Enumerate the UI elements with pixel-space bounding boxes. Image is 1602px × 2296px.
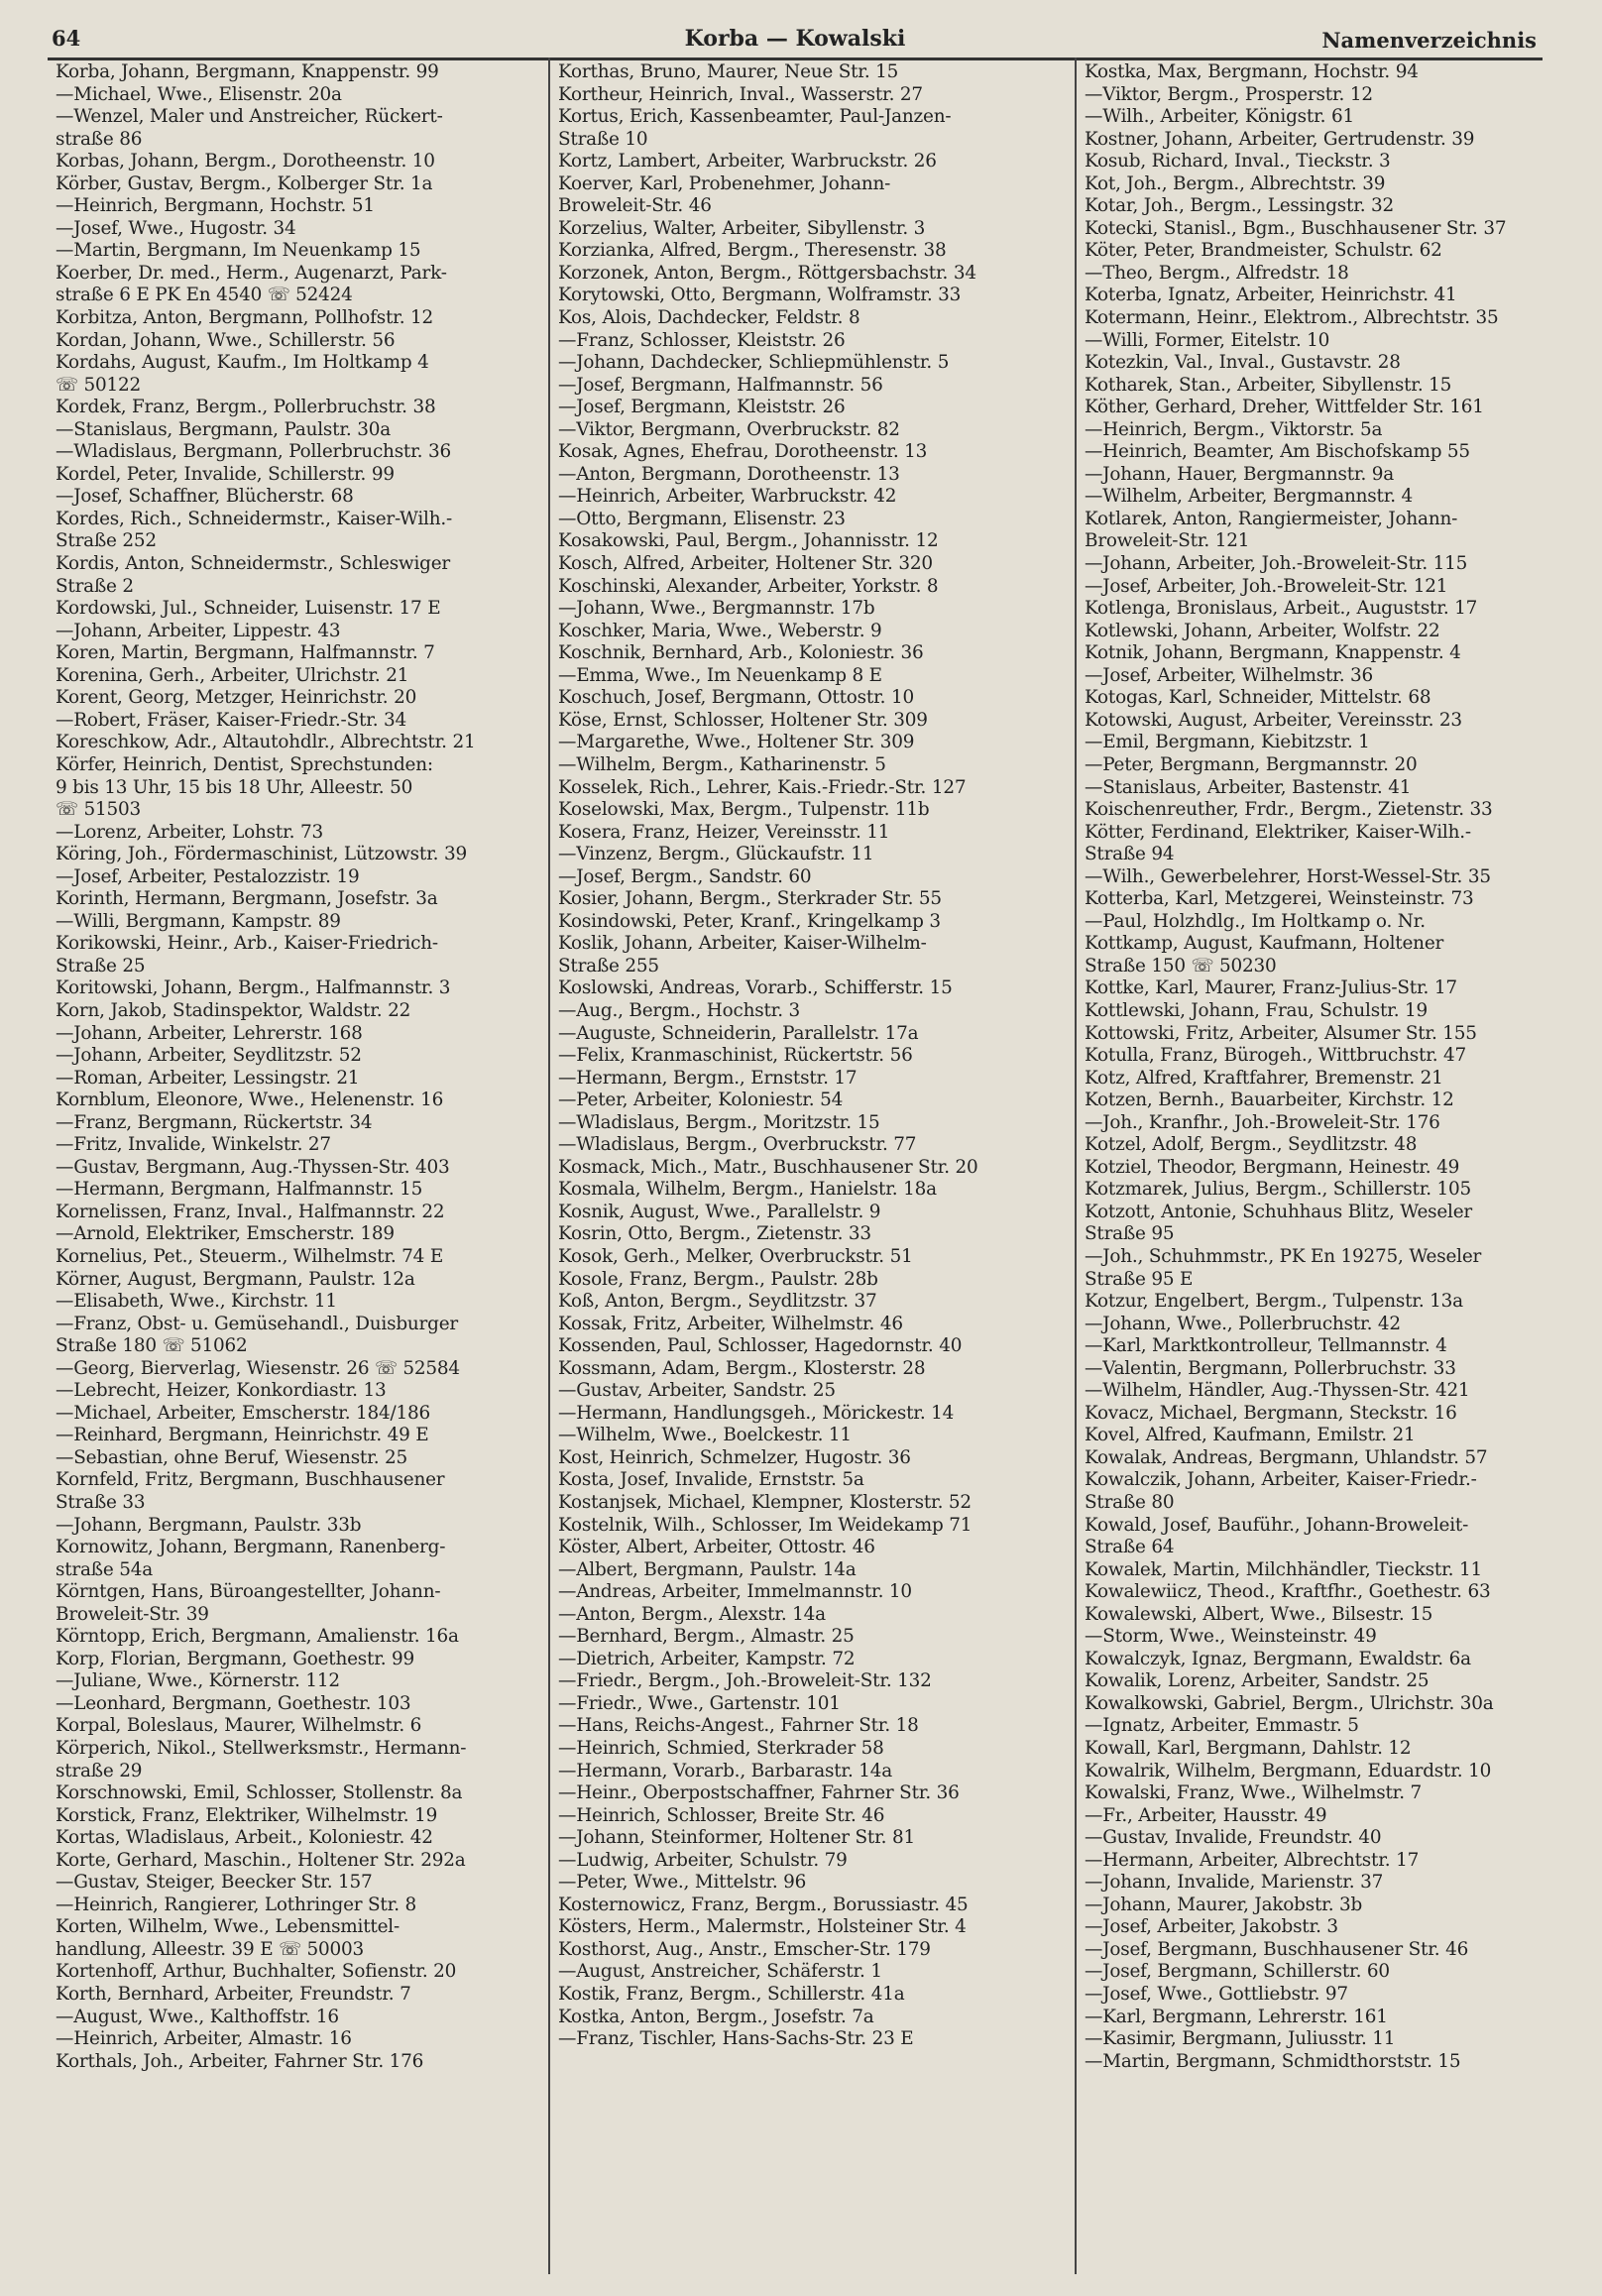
directory-entry-line: —Wilhelm, Arbeiter, Bergmannstr. 4	[1085, 486, 1414, 508]
directory-entry-line: Kostka, Max, Bergmann, Hochstr. 94	[1085, 61, 1419, 82]
directory-entry-line: —Georg, Bierverlag, Wiesenstr. 26 ☏ 52584	[56, 1357, 460, 1379]
directory-entry-line: Kordahs, August, Kaufm., Im Holtkamp 4	[56, 352, 429, 374]
directory-entry-line: Kostik, Franz, Bergm., Schillerstr. 41a	[558, 1984, 905, 2006]
directory-entry-line: —Aug., Bergm., Hochstr. 3	[558, 999, 801, 1021]
directory-entry-line: Kostner, Johann, Arbeiter, Gertrudenstr. 39	[1085, 128, 1475, 150]
directory-entry-line: —Gustav, Bergmann, Aug.-Thyssen-Str. 403	[56, 1156, 450, 1178]
directory-entry-line: —Josef, Bergmann, Schillerstr. 60	[1085, 1961, 1390, 1983]
directory-entry-line: —Wilhelm, Händler, Aug.-Thyssen-Str. 421	[1085, 1380, 1470, 1402]
directory-entry-line: Kornblum, Eleonore, Wwe., Helenenstr. 16	[56, 1090, 444, 1111]
directory-entry-line: Kortas, Wladislaus, Arbeit., Koloniestr. 42	[56, 1827, 433, 1849]
directory-entry-line: Koischenreuther, Frdr., Bergm., Zietenstr. 33	[1085, 799, 1493, 821]
directory-entry-line: Korzelius, Walter, Arbeiter, Sibyllenstr. 3	[558, 217, 926, 239]
directory-entry-line: Kowalewski, Albert, Wwe., Bilsestr. 15	[1085, 1603, 1433, 1625]
directory-entry-line: —Roman, Arbeiter, Lessingstr. 21	[56, 1067, 360, 1089]
directory-entry-line: Korenina, Gerh., Arbeiter, Ulrichstr. 21	[56, 664, 409, 686]
directory-entry-line: Kotar, Joh., Bergm., Lessingstr. 32	[1085, 195, 1395, 217]
directory-entry-line: —Johann, Maurer, Jakobstr. 3b	[1085, 1894, 1363, 1915]
directory-entry-line: Straße 64	[1085, 1537, 1175, 1558]
directory-entry-line: —Wladislaus, Bergmann, Pollerbruchstr. 36	[56, 441, 451, 463]
directory-entry-line: Kostanjsek, Michael, Klempner, Klosterstr. 52	[558, 1492, 972, 1513]
directory-entry-line: —Johann, Arbeiter, Seydlitzstr. 52	[56, 1045, 362, 1067]
directory-entry-line: —Joh., Schuhmmstr., PK En 19275, Weseler	[1085, 1245, 1482, 1267]
directory-entry-line: Kosindowski, Peter, Kranf., Kringelkamp 3	[558, 910, 941, 932]
directory-entry-line: Straße 252	[56, 530, 157, 552]
directory-entry-line: —Sebastian, ohne Beruf, Wiesenstr. 25	[56, 1446, 407, 1468]
directory-entry-line: Kosier, Johann, Bergm., Sterkrader Str. 55	[558, 888, 942, 910]
directory-entry-line: Kornfeld, Fritz, Bergmann, Buschhausener	[56, 1469, 445, 1491]
directory-entry-line: Kotz, Alfred, Kraftfahrer, Bremenstr. 21	[1085, 1067, 1443, 1089]
directory-entry-line: —Ludwig, Arbeiter, Schulstr. 79	[558, 1849, 848, 1871]
directory-entry-line: Koschker, Maria, Wwe., Weberstr. 9	[558, 620, 882, 641]
directory-entry-line: Kottke, Karl, Maurer, Franz-Julius-Str. 17	[1085, 977, 1457, 999]
directory-entry-line: —Hermann, Arbeiter, Albrechtstr. 17	[1085, 1849, 1420, 1871]
directory-entry-line: Köter, Peter, Brandmeister, Schulstr. 62	[1085, 240, 1442, 262]
page-number: 64	[52, 26, 81, 51]
directory-entry-line: —Robert, Fräser, Kaiser-Friedr.-Str. 34	[56, 709, 407, 731]
directory-entry-line: —Storm, Wwe., Weinsteinstr. 49	[1085, 1626, 1377, 1648]
directory-entry-line: Kotharek, Stan., Arbeiter, Sibyllenstr. 15	[1085, 374, 1452, 396]
page-header	[48, 20, 1543, 60]
directory-entry-line: Kot, Joh., Bergm., Albrechtstr. 39	[1085, 172, 1386, 194]
directory-entry-line: —Josef, Arbeiter, Jakobstr. 3	[1085, 1916, 1338, 1938]
directory-entry-line: Kossenden, Paul, Schlosser, Hagedornstr. 40	[558, 1335, 963, 1357]
directory-entry-line: —Friedr., Bergm., Joh.-Broweleit-Str. 132	[558, 1670, 932, 1692]
directory-entry-line: —Wilhelm, Wwe., Boelckestr. 11	[558, 1425, 852, 1446]
directory-entry-line: —Paul, Holzhdlg., Im Holtkamp o. Nr.	[1085, 910, 1426, 932]
directory-entry-line: —Johann, Bergmann, Paulstr. 33b	[56, 1514, 362, 1536]
directory-entry-line: Kowalek, Martin, Milchhändler, Tieckstr. 11	[1085, 1558, 1482, 1580]
directory-entry-line: Kotzur, Engelbert, Bergm., Tulpenstr. 13a	[1085, 1291, 1463, 1313]
directory-entry-line: Kossak, Fritz, Arbeiter, Wilhelmstr. 46	[558, 1313, 903, 1334]
directory-entry-line: —Josef, Wwe., Hugostr. 34	[56, 217, 296, 239]
directory-entry-line: Korthals, Joh., Arbeiter, Fahrner Str. 176	[56, 2050, 424, 2072]
directory-entry-line: Korent, Georg, Metzger, Heinrichstr. 20	[56, 687, 417, 709]
directory-entry-line: —Heinrich, Bergm., Viktorstr. 5a	[1085, 418, 1383, 440]
directory-entry-line: straße 86	[56, 128, 143, 150]
directory-entry-line: Koslik, Johann, Arbeiter, Kaiser-Wilhelm-	[558, 933, 927, 955]
directory-entry-line: —Friedr., Wwe., Gartenstr. 101	[558, 1692, 841, 1714]
directory-entry-line: —Anton, Bergmann, Dorotheenstr. 13	[558, 463, 900, 485]
directory-entry-line: —Lebrecht, Heizer, Konkordiastr. 13	[56, 1380, 387, 1402]
directory-entry-line: —Wilhelm, Bergm., Katharinenstr. 5	[558, 753, 886, 775]
directory-entry-line: Kortus, Erich, Kassenbeamter, Paul-Janzen-	[558, 106, 952, 128]
directory-entry-line: —Johann, Wwe., Bergmannstr. 17b	[558, 598, 875, 620]
directory-entry-line: Kosternowicz, Franz, Bergm., Borussiastr. 45	[558, 1894, 969, 1915]
directory-entry-line: —Leonhard, Bergmann, Goethestr. 103	[56, 1692, 411, 1714]
directory-entry-line: —Hermann, Handlungsgeh., Mörickestr. 14	[558, 1402, 955, 1424]
directory-entry-line: Kordek, Franz, Bergm., Pollerbruchstr. 38	[56, 397, 436, 418]
directory-entry-line: —Josef, Arbeiter, Joh.-Broweleit-Str. 121	[1085, 575, 1448, 597]
directory-entry-line: —Margarethe, Wwe., Holtener Str. 309	[558, 732, 915, 753]
directory-entry-line: Kordan, Johann, Wwe., Schillerstr. 56	[56, 329, 396, 351]
directory-entry-line: —Wilh., Gewerbelehrer, Horst-Wessel-Str. 35	[1085, 865, 1491, 887]
directory-entry-line: Korschnowski, Emil, Schlosser, Stollenstr. 8a	[56, 1782, 463, 1804]
directory-entry-line: Korba, Johann, Bergmann, Knappenstr. 99	[56, 61, 439, 82]
directory-entry-line: Korbas, Johann, Bergm., Dorotheenstr. 10	[56, 151, 435, 172]
directory-entry-line: Korinth, Hermann, Bergmann, Josefstr. 3a	[56, 888, 438, 910]
directory-entry-line: —Felix, Kranmaschinist, Rückertstr. 56	[558, 1045, 913, 1067]
directory-entry-line: Kovacz, Michael, Bergmann, Steckstr. 16	[1085, 1402, 1457, 1424]
directory-entry-line: Kordis, Anton, Schneidermstr., Schleswiger	[56, 553, 451, 575]
directory-entry-line: Körperich, Nikol., Stellwerksmstr., Hermann-	[56, 1738, 467, 1760]
directory-entry-line: straße 54a	[56, 1558, 153, 1580]
directory-entry-line: —Heinr., Oberpostschaffner, Fahrner Str. 36	[558, 1782, 960, 1804]
directory-entry-line: —Josef, Bergmann, Kleiststr. 26	[558, 397, 846, 418]
directory-entry-line: Kotlarek, Anton, Rangiermeister, Johann-	[1085, 508, 1458, 529]
directory-entry-line: —Josef, Bergm., Sandstr. 60	[558, 865, 812, 887]
directory-entry-line: Kowalski, Franz, Wwe., Wilhelmstr. 7	[1085, 1782, 1423, 1804]
directory-entry-line: Korth, Bernhard, Arbeiter, Freundstr. 7	[56, 1984, 411, 2006]
directory-entry-line: —Josef, Schaffner, Blücherstr. 68	[56, 486, 354, 508]
directory-entry-line: Korten, Wilhelm, Wwe., Lebensmittel-	[56, 1916, 400, 1938]
directory-entry-line: —Franz, Bergmann, Rückertstr. 34	[56, 1111, 373, 1133]
directory-entry-line: Körner, August, Bergmann, Paulstr. 12a	[56, 1268, 415, 1290]
directory-entry-line: Kowalik, Lorenz, Arbeiter, Sandstr. 25	[1085, 1670, 1430, 1692]
directory-entry-line: —Lorenz, Arbeiter, Lohstr. 73	[56, 821, 323, 843]
directory-entry-line: —Hermann, Bergm., Ernststr. 17	[558, 1067, 858, 1089]
directory-entry-line: —Viktor, Bergm., Prosperstr. 12	[1085, 83, 1373, 105]
directory-entry-line: Koselowski, Max, Bergm., Tulpenstr. 11b	[558, 799, 930, 821]
directory-entry-line: —August, Wwe., Kalthoffstr. 16	[56, 2006, 339, 2027]
directory-entry-line: Kotlewski, Johann, Arbeiter, Wolfstr. 22	[1085, 620, 1440, 641]
directory-entry-line: —Michael, Wwe., Elisenstr. 20a	[56, 83, 342, 105]
directory-entry-line: Kordel, Peter, Invalide, Schillerstr. 99	[56, 463, 395, 485]
directory-entry-line: —Stanislaus, Arbeiter, Bastenstr. 41	[1085, 776, 1412, 798]
directory-entry-line: Korikowski, Heinr., Arb., Kaiser-Friedrich-	[56, 933, 438, 955]
directory-entry-line: Straße 255	[558, 955, 659, 976]
directory-entry-line: Kowalak, Andreas, Bergmann, Uhlandstr. 57	[1085, 1446, 1488, 1468]
directory-entry-line: Köse, Ernst, Schlosser, Holtener Str. 309	[558, 709, 928, 731]
directory-entry-line: Korzianka, Alfred, Bergm., Theresenstr. 38	[558, 240, 947, 262]
directory-entry-line: —Josef, Arbeiter, Pestalozzistr. 19	[56, 865, 360, 887]
directory-entry-line: —Kasimir, Bergmann, Juliusstr. 11	[1085, 2028, 1396, 2050]
directory-entry-line: Körfer, Heinrich, Dentist, Sprechstunden:	[56, 753, 433, 775]
directory-entry-line: Körntopp, Erich, Bergmann, Amalienstr. 16a	[56, 1626, 459, 1648]
directory-entry-line: Kosok, Gerh., Melker, Overbruckstr. 51	[558, 1245, 913, 1267]
directory-entry-line: Kornelius, Pet., Steuerm., Wilhelmstr. 74 E	[56, 1245, 444, 1267]
directory-entry-line: Körber, Gustav, Bergm., Kolberger Str. 1a	[56, 172, 433, 194]
directory-entry-line: —Franz, Tischler, Hans-Sachs-Str. 23 E	[558, 2028, 914, 2050]
directory-entry-line: Kowalrik, Wilhelm, Bergmann, Eduardstr. 10	[1085, 1760, 1492, 1781]
directory-entry-line: —Elisabeth, Wwe., Kirchstr. 11	[56, 1291, 337, 1313]
directory-entry-line: Kosole, Franz, Bergm., Paulstr. 28b	[558, 1268, 878, 1290]
directory-entry-line: Kosrin, Otto, Bergm., Zietenstr. 33	[558, 1223, 871, 1245]
directory-entry-line: —Franz, Schlosser, Kleiststr. 26	[558, 329, 846, 351]
directory-entry-line: —Andreas, Arbeiter, Immelmannstr. 10	[558, 1581, 912, 1603]
directory-entry-line: —Wilh., Arbeiter, Königstr. 61	[1085, 106, 1354, 128]
directory-entry-line: —Theo, Bergm., Alfredstr. 18	[1085, 262, 1349, 284]
directory-entry-line: Kowalczyk, Ignaz, Bergmann, Ewaldstr. 6a	[1085, 1648, 1471, 1669]
directory-entry-line: —Martin, Bergmann, Im Neuenkamp 15	[56, 240, 421, 262]
directory-entry-line: Kordowski, Jul., Schneider, Luisenstr. 17 E	[56, 598, 441, 620]
directory-entry-line: —Viktor, Bergmann, Overbruckstr. 82	[558, 418, 900, 440]
directory-entry-line: Kovel, Alfred, Kaufmann, Emilstr. 21	[1085, 1425, 1416, 1446]
directory-entry-line: Kottowski, Fritz, Arbeiter, Alsumer Str. 155	[1085, 1022, 1477, 1044]
directory-entry-line: 9 bis 13 Uhr, 15 bis 18 Uhr, Alleestr. 50	[56, 776, 413, 798]
directory-entry-line: Kosnik, August, Wwe., Parallelstr. 9	[558, 1201, 881, 1222]
directory-entry-line: Kosthorst, Aug., Anstr., Emscher-Str. 179	[558, 1938, 931, 1960]
directory-entry-line: —Heinrich, Bergmann, Hochstr. 51	[56, 195, 375, 217]
directory-entry-line: —Johann, Invalide, Marienstr. 37	[1085, 1872, 1384, 1894]
directory-entry-line: —Otto, Bergmann, Elisenstr. 23	[558, 508, 846, 529]
directory-entry-line: —Vinzenz, Bergm., Glückaufstr. 11	[558, 844, 874, 865]
directory-entry-line: Kotecki, Stanisl., Bgm., Buschhausener Str. 37	[1085, 217, 1507, 239]
directory-entry-line: Kostelnik, Wilh., Schlosser, Im Weidekamp 71	[558, 1514, 973, 1536]
directory-entry-line: Kornowitz, Johann, Bergmann, Ranenberg-	[56, 1537, 446, 1558]
directory-entry-line: Kowalewiicz, Theod., Kraftfhr., Goethestr. 63	[1085, 1581, 1491, 1603]
directory-entry-line: Kötter, Ferdinand, Elektriker, Kaiser-Wilh.-	[1085, 821, 1471, 843]
directory-column-3	[1075, 57, 1546, 2274]
directory-entry-line: —Wladislaus, Bergm., Moritzstr. 15	[558, 1111, 880, 1133]
directory-entry-line: —Heinrich, Arbeiter, Warbruckstr. 42	[558, 486, 897, 508]
directory-column-1	[48, 57, 543, 2274]
directory-entry-line: Koschinski, Alexander, Arbeiter, Yorkstr. 8	[558, 575, 939, 597]
directory-entry-line: Korte, Gerhard, Maschin., Holtener Str. 292a	[56, 1849, 466, 1871]
directory-entry-line: —Johann, Arbeiter, Lehrerstr. 168	[56, 1022, 363, 1044]
directory-entry-line: —Fr., Arbeiter, Hausstr. 49	[1085, 1804, 1327, 1826]
directory-entry-line: —Michael, Arbeiter, Emscherstr. 184/186	[56, 1402, 431, 1424]
directory-entry-line: Broweleit-Str. 39	[56, 1603, 209, 1625]
directory-entry-line: Kotnik, Johann, Bergmann, Knappenstr. 4	[1085, 642, 1461, 664]
directory-entry-line: Kottlewski, Johann, Frau, Schulstr. 19	[1085, 999, 1429, 1021]
directory-entry-line: Kosmack, Mich., Matr., Buschhausener Str. 20	[558, 1156, 978, 1178]
directory-entry-line: Korpal, Boleslaus, Maurer, Wilhelmstr. 6	[56, 1715, 422, 1737]
directory-entry-line: Straße 95	[1085, 1223, 1175, 1245]
directory-entry-line: Koerver, Karl, Probenehmer, Johann-	[558, 172, 891, 194]
directory-entry-line: —Martin, Bergmann, Schmidthorststr. 15	[1085, 2050, 1461, 2072]
directory-entry-line: Koritowski, Johann, Bergm., Halfmannstr. 3	[56, 977, 451, 999]
directory-entry-line: —Heinrich, Rangierer, Lothringer Str. 8	[56, 1894, 416, 1915]
directory-entry-line: Körntgen, Hans, Büroangestellter, Johann-	[56, 1581, 441, 1603]
directory-entry-line: Köster, Albert, Arbeiter, Ottostr. 46	[558, 1537, 875, 1558]
directory-entry-line: —Josef, Arbeiter, Wilhelmstr. 36	[1085, 664, 1374, 686]
directory-entry-line: Kotzmarek, Julius, Bergm., Schillerstr. 105	[1085, 1179, 1472, 1201]
directory-entry-line: Kortenhoff, Arthur, Buchhalter, Sofienstr. 20	[56, 1961, 457, 1983]
directory-entry-line: Korbitza, Anton, Bergmann, Pollhofstr. 12	[56, 307, 434, 329]
directory-entry-line: —Johann, Steinformer, Holtener Str. 81	[558, 1827, 915, 1849]
directory-entry-line: —Josef, Wwe., Gottliebstr. 97	[1085, 1984, 1348, 2006]
directory-entry-line: —Joh., Kranfhr., Joh.-Broweleit-Str. 176	[1085, 1111, 1440, 1133]
directory-entry-line: —Karl, Bergmann, Lehrerstr. 161	[1085, 2006, 1388, 2027]
directory-entry-line: —Johann, Dachdecker, Schliepmühlenstr. 5	[558, 352, 950, 374]
directory-entry-line: Straße 94	[1085, 844, 1175, 865]
directory-entry-line: Köther, Gerhard, Dreher, Wittfelder Str. 161	[1085, 397, 1484, 418]
directory-entry-line: handlung, Alleestr. 39 E ☏ 50003	[56, 1938, 365, 1960]
directory-entry-line: Koß, Anton, Bergm., Seydlitzstr. 37	[558, 1291, 877, 1313]
directory-column-2	[548, 57, 1070, 2274]
directory-entry-line: —Arnold, Elektriker, Emscherstr. 189	[56, 1223, 395, 1245]
directory-entry-line: Kotermann, Heinr., Elektrom., Albrechtstr. 35	[1085, 307, 1499, 329]
directory-entry-line: —Heinrich, Beamter, Am Bischofskamp 55	[1085, 441, 1470, 463]
directory-entry-line: —Albert, Bergmann, Paulstr. 14a	[558, 1558, 857, 1580]
directory-entry-line: Kosselek, Rich., Lehrer, Kais.-Friedr.-Str. 127	[558, 776, 967, 798]
directory-entry-line: ☏ 51503	[56, 799, 141, 821]
directory-entry-line: —Stanislaus, Bergmann, Paulstr. 30a	[56, 418, 391, 440]
directory-entry-line: Straße 80	[1085, 1492, 1175, 1513]
directory-entry-line: Kotulla, Franz, Bürogeh., Wittbruchstr. 47	[1085, 1045, 1467, 1067]
directory-entry-line: Straße 33	[56, 1492, 146, 1513]
directory-entry-line: Köring, Joh., Fördermaschinist, Lützowstr. 39	[56, 844, 467, 865]
directory-entry-line: —Johann, Arbeiter, Joh.-Broweleit-Str. 115	[1085, 553, 1468, 575]
directory-entry-line: Koreschkow, Adr., Altautohdlr., Albrechtstr. 21	[56, 732, 476, 753]
directory-entry-line: —Heinrich, Schmied, Sterkrader 58	[558, 1738, 884, 1760]
directory-entry-line: —Bernhard, Bergm., Almastr. 25	[558, 1626, 855, 1648]
directory-entry-line: —Willi, Bergmann, Kampstr. 89	[56, 910, 341, 932]
directory-entry-line: —Gustav, Steiger, Beecker Str. 157	[56, 1872, 373, 1894]
directory-entry-line: —Willi, Former, Eitelstr. 10	[1085, 329, 1330, 351]
directory-entry-line: Kowall, Karl, Bergmann, Dahlstr. 12	[1085, 1738, 1412, 1760]
directory-entry-line: Korn, Jakob, Stadinspektor, Waldstr. 22	[56, 999, 411, 1021]
directory-entry-line: Korstick, Franz, Elektriker, Wilhelmstr. 19	[56, 1804, 438, 1826]
directory-entry-line: —Valentin, Bergmann, Pollerbruchstr. 33	[1085, 1357, 1456, 1379]
directory-entry-line: —Emma, Wwe., Im Neuenkamp 8 E	[558, 664, 882, 686]
directory-entry-line: straße 6 E PK En 4540 ☏ 52424	[56, 285, 353, 306]
directory-entry-line: Kos, Alois, Dachdecker, Feldstr. 8	[558, 307, 860, 329]
directory-entry-line: Broweleit-Str. 46	[558, 195, 712, 217]
directory-entry-line: —Fritz, Invalide, Winkelstr. 27	[56, 1134, 331, 1156]
directory-entry-line: —Peter, Bergmann, Bergmannstr. 20	[1085, 753, 1418, 775]
directory-entry-line: Kosta, Josef, Invalide, Ernststr. 5a	[558, 1469, 864, 1491]
section-title: Namenverzeichnis	[1321, 28, 1537, 53]
directory-entry-line: Kotzel, Adolf, Bergm., Seydlitzstr. 48	[1085, 1134, 1418, 1156]
directory-entry-line: —Reinhard, Bergmann, Heinrichstr. 49 E	[56, 1425, 429, 1446]
directory-entry-line: Koschnik, Bernhard, Arb., Koloniestr. 36	[558, 642, 924, 664]
directory-entry-line: Kotowski, August, Arbeiter, Vereinsstr. 23	[1085, 709, 1462, 731]
directory-entry-line: Straße 150 ☏ 50230	[1085, 955, 1277, 976]
directory-entry-line: —Gustav, Invalide, Freundstr. 40	[1085, 1827, 1382, 1849]
directory-entry-line: —Hermann, Bergmann, Halfmannstr. 15	[56, 1179, 423, 1201]
directory-entry-line: Kosub, Richard, Inval., Tieckstr. 3	[1085, 151, 1391, 172]
directory-entry-line: Kordes, Rich., Schneidermstr., Kaiser-Wilh.-	[56, 508, 453, 529]
directory-entry-line: Koren, Martin, Bergmann, Halfmannstr. 7	[56, 642, 435, 664]
directory-entry-line: —Johann, Wwe., Pollerbruchstr. 42	[1085, 1313, 1401, 1334]
directory-entry-line: Kostka, Anton, Bergm., Josefstr. 7a	[558, 2006, 874, 2027]
directory-entry-line: —Gustav, Arbeiter, Sandstr. 25	[558, 1380, 836, 1402]
directory-entry-line: ☏ 50122	[56, 374, 141, 396]
directory-entry-line: Kosmala, Wilhelm, Bergm., Hanielstr. 18a	[558, 1179, 937, 1201]
directory-entry-line: Straße 95 E	[1085, 1268, 1194, 1290]
directory-entry-line: straße 29	[56, 1760, 143, 1781]
directory-entry-line: —Johann, Hauer, Bergmannstr. 9a	[1085, 463, 1395, 485]
directory-entry-line: —Emil, Bergmann, Kiebitzstr. 1	[1085, 732, 1370, 753]
directory-entry-line: —Peter, Wwe., Mittelstr. 96	[558, 1872, 807, 1894]
directory-entry-line: Korytowski, Otto, Bergmann, Wolframstr. 33	[558, 285, 962, 306]
directory-entry-line: —Peter, Arbeiter, Koloniestr. 54	[558, 1090, 844, 1111]
directory-entry-line: Kortheur, Heinrich, Inval., Wasserstr. 27	[558, 83, 923, 105]
directory-entry-line: —August, Anstreicher, Schäferstr. 1	[558, 1961, 882, 1983]
directory-entry-line: Koerber, Dr. med., Herm., Augenarzt, Park-	[56, 262, 447, 284]
directory-entry-line: Kotterba, Karl, Metzgerei, Weinsteinstr. 73	[1085, 888, 1474, 910]
directory-entry-line: Kotzen, Bernh., Bauarbeiter, Kirchstr. 12	[1085, 1090, 1454, 1111]
directory-entry-line: Kornelissen, Franz, Inval., Halfmannstr. 22	[56, 1201, 445, 1222]
directory-entry-line: Kotogas, Karl, Schneider, Mittelstr. 68	[1085, 687, 1431, 709]
directory-entry-line: —Auguste, Schneiderin, Parallelstr. 17a	[558, 1022, 919, 1044]
directory-entry-line: Broweleit-Str. 121	[1085, 530, 1250, 552]
directory-entry-line: Straße 10	[558, 128, 648, 150]
directory-entry-line: Kosch, Alfred, Arbeiter, Holtener Str. 320	[558, 553, 933, 575]
directory-entry-line: —Wladislaus, Bergm., Overbruckstr. 77	[558, 1134, 917, 1156]
directory-entry-line: Straße 180 ☏ 51062	[56, 1335, 248, 1357]
directory-entry-line: —Heinrich, Arbeiter, Almastr. 16	[56, 2028, 352, 2050]
directory-entry-line: Kossmann, Adam, Bergm., Klosterstr. 28	[558, 1357, 926, 1379]
directory-entry-line: —Juliane, Wwe., Körnerstr. 112	[56, 1670, 340, 1692]
directory-entry-line: Kottkamp, August, Kaufmann, Holtener	[1085, 933, 1444, 955]
directory-entry-line: Korzonek, Anton, Bergm., Röttgersbachstr. 34	[558, 262, 976, 284]
directory-entry-line: Kosera, Franz, Heizer, Vereinsstr. 11	[558, 821, 890, 843]
directory-entry-line: Koslowski, Andreas, Vorarb., Schifferstr. 15	[558, 977, 953, 999]
directory-entry-line: —Hermann, Vorarb., Barbarastr. 14a	[558, 1760, 893, 1781]
directory-entry-line: —Dietrich, Arbeiter, Kampstr. 72	[558, 1648, 856, 1669]
directory-entry-line: Korthas, Bruno, Maurer, Neue Str. 15	[558, 61, 899, 82]
page-title: Korba — Kowalski	[684, 26, 906, 52]
directory-entry-line: —Franz, Obst- u. Gemüsehandl., Duisburger	[56, 1313, 458, 1334]
directory-entry-line: —Heinrich, Schlosser, Breite Str. 46	[558, 1804, 885, 1826]
directory-entry-line: Kosakowski, Paul, Bergm., Johannisstr. 12	[558, 530, 939, 552]
directory-entry-line: Kotlenga, Bronislaus, Arbeit., Auguststr. 17	[1085, 598, 1478, 620]
directory-entry-line: Koschuch, Josef, Bergmann, Ottostr. 10	[558, 687, 914, 709]
directory-entry-line: Korp, Florian, Bergmann, Goethestr. 99	[56, 1648, 415, 1669]
directory-entry-line: —Ignatz, Arbeiter, Emmastr. 5	[1085, 1715, 1359, 1737]
directory-entry-line: Kotezkin, Val., Inval., Gustavstr. 28	[1085, 352, 1401, 374]
directory-entry-line: Kösters, Herm., Malermstr., Holsteiner Str. 4	[558, 1916, 967, 1938]
directory-entry-line: Straße 25	[56, 955, 146, 976]
directory-entry-line: Straße 2	[56, 575, 134, 597]
directory-entry-line: Kowalczik, Johann, Arbeiter, Kaiser-Friedr.-	[1085, 1469, 1477, 1491]
directory-entry-line: Koterba, Ignatz, Arbeiter, Heinrichstr. 41	[1085, 285, 1457, 306]
directory-entry-line: Kotzott, Antonie, Schuhhaus Blitz, Weseler	[1085, 1201, 1473, 1222]
directory-entry-line: —Josef, Bergmann, Halfmannstr. 56	[558, 374, 883, 396]
directory-entry-line: Kotziel, Theodor, Bergmann, Heinestr. 49	[1085, 1156, 1460, 1178]
directory-entry-line: Kost, Heinrich, Schmelzer, Hugostr. 36	[558, 1446, 911, 1468]
directory-entry-line: Kortz, Lambert, Arbeiter, Warbruckstr. 26	[558, 151, 937, 172]
directory-entry-line: —Josef, Bergmann, Buschhausener Str. 46	[1085, 1938, 1469, 1960]
directory-entry-line: Kowald, Josef, Bauführ., Johann-Broweleit-	[1085, 1514, 1469, 1536]
directory-entry-line: Kosak, Agnes, Ehefrau, Dorotheenstr. 13	[558, 441, 928, 463]
directory-entry-line: —Wenzel, Maler und Anstreicher, Rückert-	[56, 106, 443, 128]
directory-entry-line: —Karl, Marktkontrolleur, Tellmannstr. 4	[1085, 1335, 1447, 1357]
directory-entry-line: Kowalkowski, Gabriel, Bergm., Ulrichstr. 30a	[1085, 1692, 1494, 1714]
directory-entry-line: —Anton, Bergm., Alexstr. 14a	[558, 1603, 826, 1625]
directory-entry-line: —Hans, Reichs-Angest., Fahrner Str. 18	[558, 1715, 919, 1737]
directory-entry-line: —Johann, Arbeiter, Lippestr. 43	[56, 620, 341, 641]
